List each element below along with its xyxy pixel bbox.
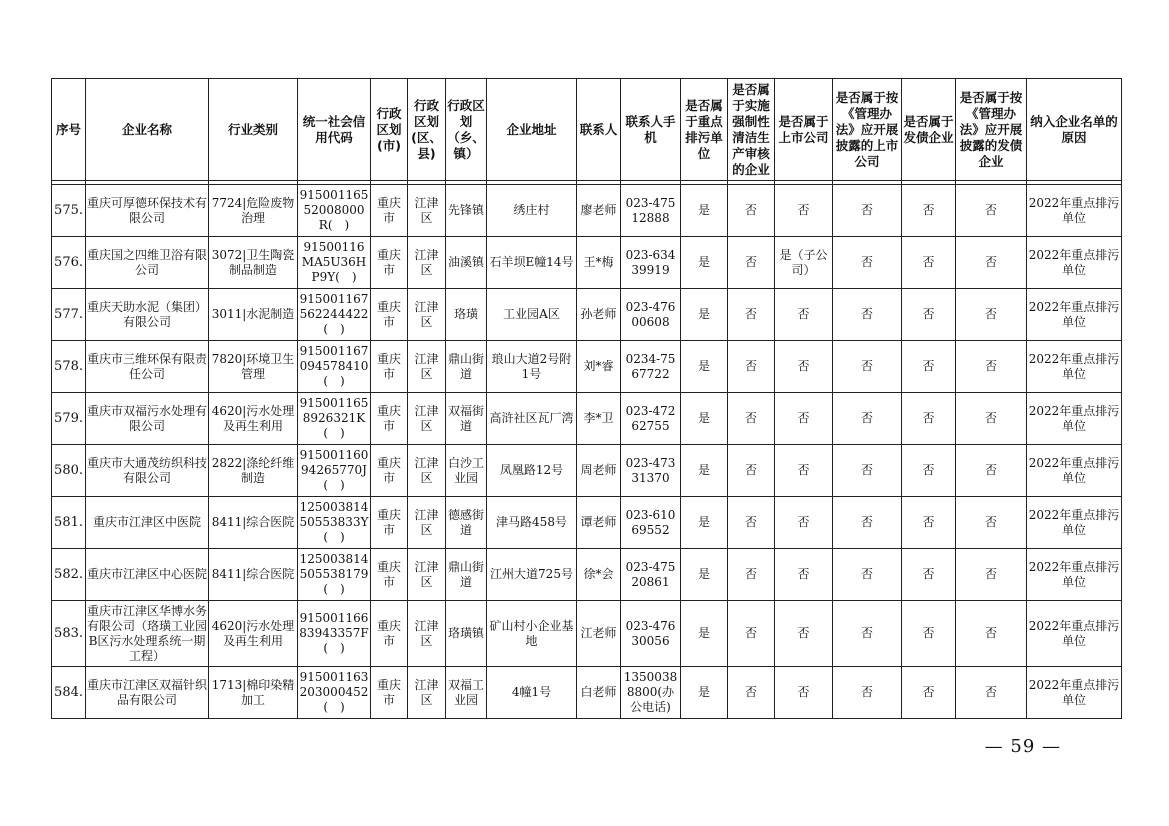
cell-clean-audit: 否 bbox=[728, 393, 775, 445]
cell-town: 鼎山街道 bbox=[446, 549, 487, 601]
cell-disclosure-bond: 否 bbox=[956, 667, 1027, 719]
table-row bbox=[52, 185, 1122, 237]
cell-address: 高浒社区瓦厂湾 bbox=[487, 393, 577, 445]
cell-clean-audit: 否 bbox=[728, 237, 775, 289]
cell-key-polluter: 是 bbox=[681, 549, 728, 601]
cell-contact: 王*梅 bbox=[577, 237, 621, 289]
cell-phone: 023-47262755 bbox=[621, 393, 681, 445]
cell-listed: 否 bbox=[775, 341, 833, 393]
cell-industry: 4620|污水处理及再生利用 bbox=[209, 601, 298, 667]
header-seq: 序号 bbox=[52, 79, 86, 181]
industry-code: 2822 bbox=[211, 455, 243, 470]
cell-industry: 8411|综合医院 bbox=[209, 497, 298, 549]
cell-disclosure-bond: 否 bbox=[956, 289, 1027, 341]
cell-reason: 2022年重点排污单位 bbox=[1027, 393, 1122, 445]
cell-bond: 否 bbox=[902, 289, 956, 341]
cell-reason: 2022年重点排污单位 bbox=[1027, 549, 1122, 601]
cell-seq: 576. bbox=[52, 237, 86, 289]
cell-name: 重庆市江津区中心医院 bbox=[86, 549, 209, 601]
cell-seq: 582. bbox=[52, 549, 86, 601]
cell-phone: 023-63439919 bbox=[621, 237, 681, 289]
industry-label: 污水处理及再生利用 bbox=[222, 618, 295, 648]
industry-label: 综合医院 bbox=[246, 567, 295, 581]
cell-seq: 575. bbox=[52, 185, 86, 237]
industry-code: 8411 bbox=[211, 515, 243, 529]
industry-code: 4620 bbox=[211, 618, 243, 633]
table-body bbox=[52, 185, 1122, 719]
cell-bond: 否 bbox=[902, 341, 956, 393]
cell-disclosure-listed: 否 bbox=[833, 667, 902, 719]
cell-reason: 2022年重点排污单位 bbox=[1027, 185, 1122, 237]
cell-industry: 1713|棉印染精加工 bbox=[209, 667, 298, 719]
cell-disclosure-listed: 否 bbox=[833, 341, 902, 393]
cell-clean-audit: 否 bbox=[728, 497, 775, 549]
cell-city: 重庆市 bbox=[371, 341, 408, 393]
cell-town: 德感街道 bbox=[446, 497, 487, 549]
header-contact: 联系人 bbox=[577, 79, 621, 181]
cell-phone: 023-47331370 bbox=[621, 445, 681, 497]
cell-listed: 否 bbox=[775, 393, 833, 445]
cell-credit: 915001167562244422( ) bbox=[298, 289, 371, 341]
industry-label: 卫生陶瓷制品制造 bbox=[228, 247, 295, 277]
cell-listed: 否 bbox=[775, 289, 833, 341]
cell-disclosure-bond: 否 bbox=[956, 185, 1027, 237]
cell-city: 重庆市 bbox=[371, 497, 408, 549]
cell-district: 江津区 bbox=[408, 667, 446, 719]
cell-reason: 2022年重点排污单位 bbox=[1027, 445, 1122, 497]
cell-clean-audit: 否 bbox=[728, 667, 775, 719]
cell-industry: 2822|涤纶纤维制造 bbox=[209, 445, 298, 497]
cell-disclosure-listed: 否 bbox=[833, 601, 902, 667]
cell-address: 凤凰路12号 bbox=[487, 445, 577, 497]
cell-seq: 577. bbox=[52, 289, 86, 341]
cell-name: 重庆市双福污水处理有限公司 bbox=[86, 393, 209, 445]
cell-reason: 2022年重点排污单位 bbox=[1027, 601, 1122, 667]
header-phone: 联系人手机 bbox=[621, 79, 681, 181]
cell-industry: 4620|污水处理及再生利用 bbox=[209, 393, 298, 445]
cell-bond: 否 bbox=[902, 237, 956, 289]
cell-contact: 李*卫 bbox=[577, 393, 621, 445]
cell-phone: 023-61069552 bbox=[621, 497, 681, 549]
cell-reason: 2022年重点排污单位 bbox=[1027, 667, 1122, 719]
cell-credit: 915001167094578410( ) bbox=[298, 341, 371, 393]
cell-address: 绣庄村 bbox=[487, 185, 577, 237]
cell-address: 工业园A区 bbox=[487, 289, 577, 341]
cell-disclosure-listed: 否 bbox=[833, 185, 902, 237]
cell-bond: 否 bbox=[902, 549, 956, 601]
cell-bond: 否 bbox=[902, 497, 956, 549]
table-row bbox=[52, 237, 1122, 289]
cell-name: 重庆市江津区双福针织品有限公司 bbox=[86, 667, 209, 719]
header-city: 行政区划(市) bbox=[371, 79, 408, 181]
industry-code: 7820 bbox=[211, 351, 243, 366]
cell-city: 重庆市 bbox=[371, 289, 408, 341]
header-credit: 统一社会信用代码 bbox=[298, 79, 371, 181]
table-row bbox=[52, 601, 1122, 667]
industry-code: 3011 bbox=[211, 307, 243, 321]
cell-name: 重庆市江津区华博水务有限公司（珞璜工业园B区污水处理系统一期工程） bbox=[86, 601, 209, 667]
cell-contact: 江老师 bbox=[577, 601, 621, 667]
cell-listed: 是（子公司） bbox=[775, 237, 833, 289]
cell-listed: 否 bbox=[775, 497, 833, 549]
cell-name: 重庆市大通茂纺织科技有限公司 bbox=[86, 445, 209, 497]
cell-disclosure-listed: 否 bbox=[833, 393, 902, 445]
cell-contact: 刘*睿 bbox=[577, 341, 621, 393]
cell-disclosure-bond: 否 bbox=[956, 393, 1027, 445]
cell-listed: 否 bbox=[775, 601, 833, 667]
cell-bond: 否 bbox=[902, 601, 956, 667]
cell-listed: 否 bbox=[775, 445, 833, 497]
enterprise-list-table bbox=[51, 78, 1122, 719]
cell-district: 江津区 bbox=[408, 237, 446, 289]
cell-disclosure-listed: 否 bbox=[833, 445, 902, 497]
header-row bbox=[52, 79, 1122, 181]
cell-city: 重庆市 bbox=[371, 667, 408, 719]
cell-clean-audit: 否 bbox=[728, 445, 775, 497]
cell-disclosure-listed: 否 bbox=[833, 237, 902, 289]
header-disclosure-listed: 是否属于按《管理办法》应开展披露的上市公司 bbox=[833, 79, 902, 181]
header-clean-audit: 是否属于实施强制性清洁生产审核的企业 bbox=[728, 79, 775, 181]
cell-disclosure-listed: 否 bbox=[833, 289, 902, 341]
industry-code: 7724 bbox=[211, 195, 243, 210]
cell-clean-audit: 否 bbox=[728, 549, 775, 601]
cell-disclosure-bond: 否 bbox=[956, 549, 1027, 601]
cell-disclosure-listed: 否 bbox=[833, 497, 902, 549]
cell-address: 江州大道725号 bbox=[487, 549, 577, 601]
industry-label: 污水处理及再生利用 bbox=[222, 403, 295, 433]
cell-listed: 否 bbox=[775, 549, 833, 601]
page-number: — 59 — bbox=[984, 736, 1061, 757]
cell-contact: 白老师 bbox=[577, 667, 621, 719]
header-address: 企业地址 bbox=[487, 79, 577, 181]
cell-name: 重庆国之四维卫浴有限公司 bbox=[86, 237, 209, 289]
header-district: 行政区划(区、县) bbox=[408, 79, 446, 181]
cell-bond: 否 bbox=[902, 185, 956, 237]
cell-industry: 8411|综合医院 bbox=[209, 549, 298, 601]
cell-key-polluter: 是 bbox=[681, 237, 728, 289]
cell-industry: 3072|卫生陶瓷制品制造 bbox=[209, 237, 298, 289]
cell-credit: 9150011668394335​7F( ) bbox=[298, 601, 371, 667]
industry-label: 水泥制造 bbox=[246, 307, 295, 321]
cell-district: 江津区 bbox=[408, 185, 446, 237]
cell-town: 双福街道 bbox=[446, 393, 487, 445]
cell-district: 江津区 bbox=[408, 497, 446, 549]
header-industry: 行业类别 bbox=[209, 79, 298, 181]
cell-contact: 孙老师 bbox=[577, 289, 621, 341]
cell-address: 4幢1号 bbox=[487, 667, 577, 719]
cell-address: 矿山村小企业基地 bbox=[487, 601, 577, 667]
cell-district: 江津区 bbox=[408, 601, 446, 667]
cell-key-polluter: 是 bbox=[681, 667, 728, 719]
cell-key-polluter: 是 bbox=[681, 185, 728, 237]
cell-key-polluter: 是 bbox=[681, 497, 728, 549]
table-row bbox=[52, 393, 1122, 445]
cell-name: 重庆市江津区中医院 bbox=[86, 497, 209, 549]
header-town: 行政区划（乡、镇） bbox=[446, 79, 487, 181]
cell-name: 重庆天助水泥（集团）有限公司 bbox=[86, 289, 209, 341]
cell-clean-audit: 否 bbox=[728, 289, 775, 341]
cell-disclosure-bond: 否 bbox=[956, 237, 1027, 289]
cell-contact: 廖老师 bbox=[577, 185, 621, 237]
cell-reason: 2022年重点排污单位 bbox=[1027, 341, 1122, 393]
cell-bond: 否 bbox=[902, 393, 956, 445]
cell-town: 鼎山街道 bbox=[446, 341, 487, 393]
cell-bond: 否 bbox=[902, 445, 956, 497]
cell-contact: 谭老师 bbox=[577, 497, 621, 549]
cell-credit: 9150011609426577​0J( ) bbox=[298, 445, 371, 497]
cell-bond: 否 bbox=[902, 667, 956, 719]
cell-disclosure-bond: 否 bbox=[956, 601, 1027, 667]
cell-district: 江津区 bbox=[408, 393, 446, 445]
header-listed: 是否属于上市公司 bbox=[775, 79, 833, 181]
cell-city: 重庆市 bbox=[371, 393, 408, 445]
cell-key-polluter: 是 bbox=[681, 393, 728, 445]
industry-code: 3072 bbox=[211, 247, 243, 262]
cell-phone: 023-47630056 bbox=[621, 601, 681, 667]
cell-town: 先锋镇 bbox=[446, 185, 487, 237]
header-disclosure-bond: 是否属于按《管理办法》应开展披露的发债企业 bbox=[956, 79, 1027, 181]
cell-reason: 2022年重点排污单位 bbox=[1027, 237, 1122, 289]
header-key-polluter: 是否属于重点排污单位 bbox=[681, 79, 728, 181]
cell-district: 江津区 bbox=[408, 341, 446, 393]
cell-city: 重庆市 bbox=[371, 549, 408, 601]
cell-city: 重庆市 bbox=[371, 445, 408, 497]
cell-phone: 023-47520861 bbox=[621, 549, 681, 601]
cell-city: 重庆市 bbox=[371, 237, 408, 289]
cell-phone: 0234-7567722 bbox=[621, 341, 681, 393]
cell-listed: 否 bbox=[775, 185, 833, 237]
cell-contact: 周老师 bbox=[577, 445, 621, 497]
cell-reason: 2022年重点排污单位 bbox=[1027, 289, 1122, 341]
cell-name: 重庆可厚德环保技术有限公司 bbox=[86, 185, 209, 237]
cell-credit: 915001163203000452( ) bbox=[298, 667, 371, 719]
table-row bbox=[52, 341, 1122, 393]
industry-label: 棉印染精加工 bbox=[240, 677, 295, 707]
cell-key-polluter: 是 bbox=[681, 601, 728, 667]
table-row bbox=[52, 289, 1122, 341]
cell-key-polluter: 是 bbox=[681, 289, 728, 341]
cell-disclosure-bond: 否 bbox=[956, 445, 1027, 497]
industry-label: 涤纶纤维制造 bbox=[240, 455, 295, 485]
cell-industry: 3011|水泥制造 bbox=[209, 289, 298, 341]
cell-clean-audit: 否 bbox=[728, 601, 775, 667]
cell-phone: 13500388800(办公电话) bbox=[621, 667, 681, 719]
cell-industry: 7820|环境卫生管理 bbox=[209, 341, 298, 393]
cell-town: 双福工业园 bbox=[446, 667, 487, 719]
cell-seq: 584. bbox=[52, 667, 86, 719]
cell-town: 白沙工业园 bbox=[446, 445, 487, 497]
cell-city: 重庆市 bbox=[371, 601, 408, 667]
cell-clean-audit: 否 bbox=[728, 341, 775, 393]
cell-credit: 91500116552008000R( ) bbox=[298, 185, 371, 237]
cell-district: 江津区 bbox=[408, 549, 446, 601]
table-row bbox=[52, 497, 1122, 549]
cell-key-polluter: 是 bbox=[681, 341, 728, 393]
cell-phone: 023-47600608 bbox=[621, 289, 681, 341]
cell-credit: 9150011658926321K( ) bbox=[298, 393, 371, 445]
cell-credit: 12500381450553833Y( ) bbox=[298, 497, 371, 549]
cell-seq: 579. bbox=[52, 393, 86, 445]
cell-reason: 2022年重点排污单位 bbox=[1027, 497, 1122, 549]
table-row bbox=[52, 445, 1122, 497]
cell-seq: 581. bbox=[52, 497, 86, 549]
cell-industry: 7724|危险废物治理 bbox=[209, 185, 298, 237]
table-row bbox=[52, 549, 1122, 601]
header-reason: 纳入企业名单的原因 bbox=[1027, 79, 1122, 181]
cell-credit: 91500116MA5U36HP9Y( ) bbox=[298, 237, 371, 289]
header-name: 企业名称 bbox=[86, 79, 209, 181]
cell-credit: 125003814505538179( ) bbox=[298, 549, 371, 601]
cell-address: 琅山大道2号附1号 bbox=[487, 341, 577, 393]
cell-seq: 578. bbox=[52, 341, 86, 393]
cell-disclosure-listed: 否 bbox=[833, 549, 902, 601]
cell-town: 油溪镇 bbox=[446, 237, 487, 289]
industry-label: 危险废物治理 bbox=[240, 195, 295, 225]
cell-name: 重庆市三维环保有限责任公司 bbox=[86, 341, 209, 393]
cell-town: 珞璜镇 bbox=[446, 601, 487, 667]
table-row bbox=[52, 667, 1122, 719]
cell-disclosure-bond: 否 bbox=[956, 341, 1027, 393]
cell-district: 江津区 bbox=[408, 289, 446, 341]
cell-seq: 583. bbox=[52, 601, 86, 667]
industry-label: 综合医院 bbox=[246, 515, 295, 529]
cell-address: 石羊坝E幢14号 bbox=[487, 237, 577, 289]
cell-town: 珞璜 bbox=[446, 289, 487, 341]
cell-disclosure-bond: 否 bbox=[956, 497, 1027, 549]
industry-code: 4620 bbox=[211, 403, 243, 418]
cell-phone: 023-47512888 bbox=[621, 185, 681, 237]
cell-key-polluter: 是 bbox=[681, 445, 728, 497]
industry-label: 环境卫生管理 bbox=[240, 351, 295, 381]
cell-clean-audit: 否 bbox=[728, 185, 775, 237]
cell-district: 江津区 bbox=[408, 445, 446, 497]
cell-address: 津马路458号 bbox=[487, 497, 577, 549]
industry-code: 8411 bbox=[211, 567, 243, 581]
cell-city: 重庆市 bbox=[371, 185, 408, 237]
cell-seq: 580. bbox=[52, 445, 86, 497]
cell-contact: 徐*会 bbox=[577, 549, 621, 601]
industry-code: 1713 bbox=[211, 677, 243, 692]
cell-listed: 否 bbox=[775, 667, 833, 719]
header-bond: 是否属于发债企业 bbox=[902, 79, 956, 181]
